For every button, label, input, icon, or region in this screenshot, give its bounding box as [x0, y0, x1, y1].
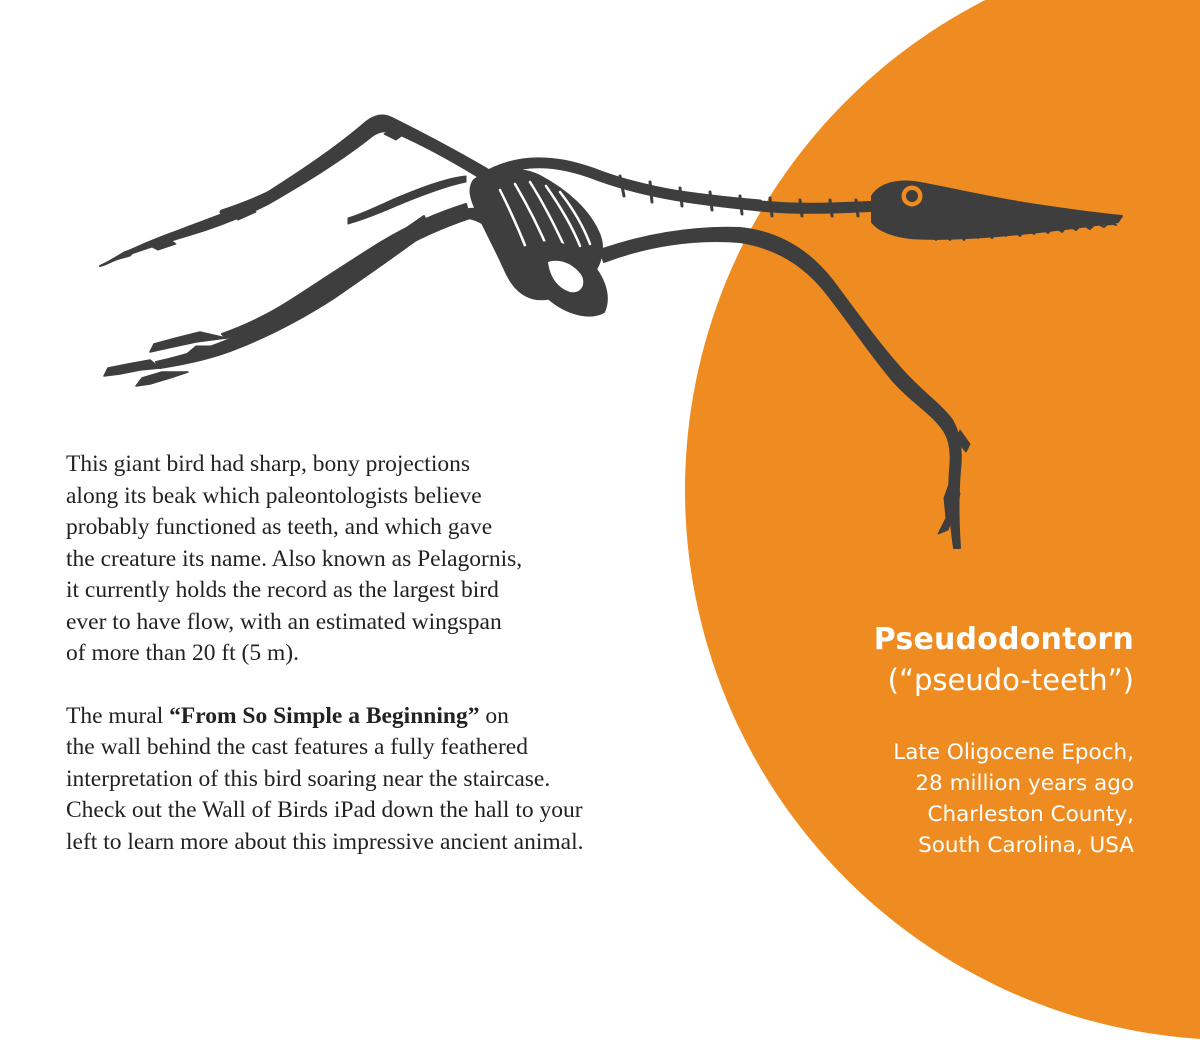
mural-intro-text: The mural: [66, 702, 170, 729]
text-line: probably functioned as teeth, and which gave: [66, 514, 493, 540]
mural-intro-suffix: on: [479, 702, 509, 729]
species-name: Pseudodontorn: [873, 622, 1134, 657]
species-name-meaning: (“pseudo-teeth”): [887, 663, 1134, 697]
text-line: [66, 701, 726, 733]
text-line: the wall behind the cast features a fully feathered: [66, 734, 528, 760]
region-text: South Carolina, USA: [918, 833, 1134, 858]
description-paragraph-1: [66, 449, 726, 670]
description-text: [66, 449, 726, 858]
text-line: interpretation of this bird soaring near the staircase.: [66, 765, 551, 792]
text-line: it currently holds the record as the largest bird: [66, 577, 499, 603]
text-line: left to learn more about this impressive ancient animal.: [66, 828, 584, 855]
mural-title: “From So Simple a Beginning”: [169, 702, 480, 729]
text-line: the creature its name. Also known as Pelagornis,: [66, 545, 523, 572]
text-line: This giant bird had sharp, bony projections: [66, 451, 470, 477]
text-line: ever to have flow, with an estimated wingspan: [66, 608, 502, 635]
description-paragraph-2: [66, 701, 726, 859]
text-line: of more than 20 ft (5 m).: [66, 640, 299, 666]
epoch-text: Late Oligocene Epoch,: [893, 740, 1134, 765]
age-text: 28 million years ago: [915, 771, 1134, 796]
county-text: Charleston County,: [927, 802, 1134, 827]
text-line: Check out the Wall of Birds iPad down the hall to your: [66, 797, 583, 823]
text-line: along its beak which paleontologists believe: [66, 482, 482, 509]
species-details: [774, 737, 1134, 861]
species-label: [774, 620, 1134, 861]
